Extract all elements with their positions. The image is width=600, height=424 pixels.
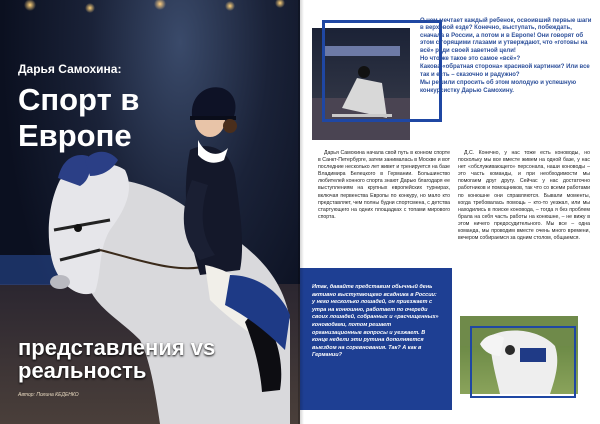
- author-credit: Автор: Полина КЕДЕНКО: [18, 392, 79, 398]
- arena-lights: [0, 0, 300, 40]
- intro-paragraph-2: Но что же такое это самое «всё»?: [420, 56, 521, 63]
- page-fold-shadow: [298, 0, 304, 424]
- article-title: Спорт в Европе: [18, 82, 140, 153]
- question-text: Итак, давайте представим обычный день активно выступающего всадника в России: у него несколько лошадей, он приезжает с утра на конюшню, работает по очереди своих лошадей, собранных и «расчищенных» коноводами, потом решает организационные вопросы и уезжает. В конце недели эти рутина дополняется выездом на соревнования. Так? А как в Германии?: [312, 284, 439, 359]
- body-column-2: [458, 150, 590, 242]
- question-box: [300, 268, 452, 410]
- right-page: [300, 0, 600, 424]
- intro-paragraph-3: Какова «обратная сторона» красивой картинки? Или все так и есть – сказочно и радужно?: [420, 64, 590, 78]
- body-column-2-text: Д.С. Конечно, у нас тоже есть коноводы, но поскольку мы все вместе живем на одной базе, у нас нет «обслуживающего» персонала, наши коноводы – это часть команды, и при необходимости мы помогаем друг другу. Сейчас у нас достаточно работников и помощников, так что со всеми работами по конюшне они справляются. Бывали моменты, когда требовалась помощь – кто-то уезжал, или мы находились в поиске коновода, – тогда я без проблем брала на себя часть работы на конюшне, – не вижу в этом ничего предосудительного. Мы все – одна команда, мы проводим вместе очень много времени, вечером собираемся за одним столом, общаемся.: [458, 150, 590, 242]
- photo-frame-bottom: [470, 326, 576, 398]
- article-subtitle: представления vs реальность: [18, 335, 216, 383]
- body-column-1-text: Дарья Самохина начала свой путь в конном спорте в Санкт-Петербурге, затем занималась в Москве и вот последние несколько лет живет и тренируется на базе Владимира Белецкого в Германии. Большинство любителей конного спорта знают Дарью благодаря ее выступлениям на крупных европейских турнирах, включая первенства Европы по конкуру, но мало кто представляет, чем полны будни спортсмена, с детства стартующего на одних площадках с топами мирового спорта.: [318, 150, 450, 220]
- intro-paragraph-1: О чем мечтает каждый ребенок, освоивший первые шаги в верховой езде? Конечно, выступать, побеждать, сначала в России, а потом и в Европе! Они говорят об этом с горящими глазами и утверждают, что «готовы на всё» ради своей заветной цели!: [420, 18, 592, 54]
- article-kicker: Дарья Самохина:: [18, 62, 122, 76]
- body-column-1: [318, 150, 450, 221]
- intro-paragraph-4: Мы решили спросить об этом молодую и успешную конкурсистку Дарью Самохину.: [420, 80, 577, 94]
- intro-text: [420, 18, 592, 96]
